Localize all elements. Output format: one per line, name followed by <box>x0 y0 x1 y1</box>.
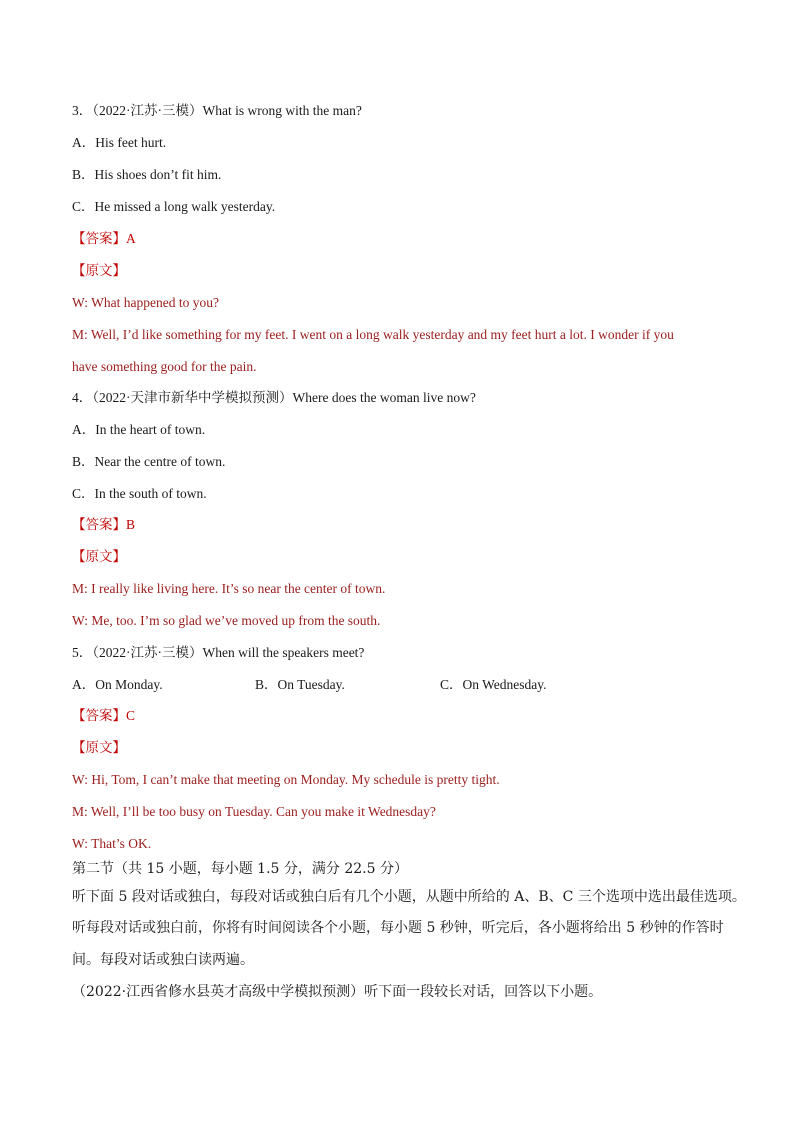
q3-option-b: B．His shoes don’t fit him. <box>72 167 222 182</box>
q3-transcript-line: have something good for the pain. <box>72 359 257 374</box>
answer-value: C <box>126 708 136 723</box>
q3-answer <box>72 230 136 248</box>
answer-label: 【答案】 <box>72 517 126 532</box>
q4-option-a: A．In the heart of town. <box>72 422 206 437</box>
q4-answer <box>72 516 135 534</box>
answer-label: 【答案】 <box>72 231 126 246</box>
q5-transcript-line: W: Hi, Tom, I can’t make that meeting on Monday. My schedule is pretty tight. <box>72 772 500 787</box>
q3-option-c: C．He missed a long walk yesterday. <box>72 199 276 214</box>
q4-transcript-line: M: I really like living here. It’s so near the center of town. <box>72 581 386 596</box>
section-heading: 第二节（共 15 小题，每小题 1.5 分，满分 22.5 分） <box>72 861 408 877</box>
answer-label: 【答案】 <box>72 708 126 723</box>
q4-stem: 4．（2022·天津市新华中学模拟预测）Where does the woman live now? <box>72 390 476 405</box>
q4-option-b: B．Near the centre of town. <box>72 454 226 469</box>
q3-transcript-line: M: Well, I’d like something for my feet. I went on a long walk yesterday and my feet hurt a lot. I wonder if you <box>72 327 674 342</box>
q5-options-row <box>72 676 672 694</box>
answer-value: A <box>126 231 136 246</box>
q4-option-c: C．In the south of town. <box>72 486 207 501</box>
section-instruction: 听每段对话或独白前，你将有时间阅读各个小题，每小题 5 秒钟，听完后，各小题将给出 5 秒钟的作答时 <box>72 920 724 936</box>
section-instruction: 间。每段对话或独白读两遍。 <box>72 952 254 968</box>
q5-option-b: B．On Tuesday. <box>255 677 345 692</box>
q3-transcript-line: W: What happened to you? <box>72 295 219 310</box>
q5-answer <box>72 707 135 725</box>
q5-transcript-label: 【原文】 <box>72 740 126 755</box>
q5-option-a: A．On Monday. <box>72 677 163 692</box>
answer-value: B <box>126 517 136 532</box>
q3-option-a: A．His feet hurt. <box>72 135 167 150</box>
q5-stem: 5．（2022·江苏·三模）When will the speakers meet? <box>72 645 365 660</box>
q3-stem: 3．（2022·江苏·三模）What is wrong with the man? <box>72 103 362 118</box>
section-instruction: 听下面 5 段对话或独白，每段对话或独白后有几个小题，从题中所给的 A、B、C 三个选项中选出最佳选项。 <box>72 889 746 905</box>
q4-transcript-line: W: Me, too. I’m so glad we’ve moved up from the south. <box>72 613 381 628</box>
q4-transcript-label: 【原文】 <box>72 549 126 564</box>
q5-transcript-line: W: That’s OK. <box>72 836 152 851</box>
q3-transcript-label: 【原文】 <box>72 263 126 278</box>
q5-option-c: C．On Wednesday. <box>440 677 547 692</box>
q5-transcript-line: M: Well, I’ll be too busy on Tuesday. Can you make it Wednesday? <box>72 804 436 819</box>
section-intro: （2022·江西省修水县英才高级中学模拟预测）听下面一段较长对话，回答以下小题。 <box>72 984 603 1000</box>
